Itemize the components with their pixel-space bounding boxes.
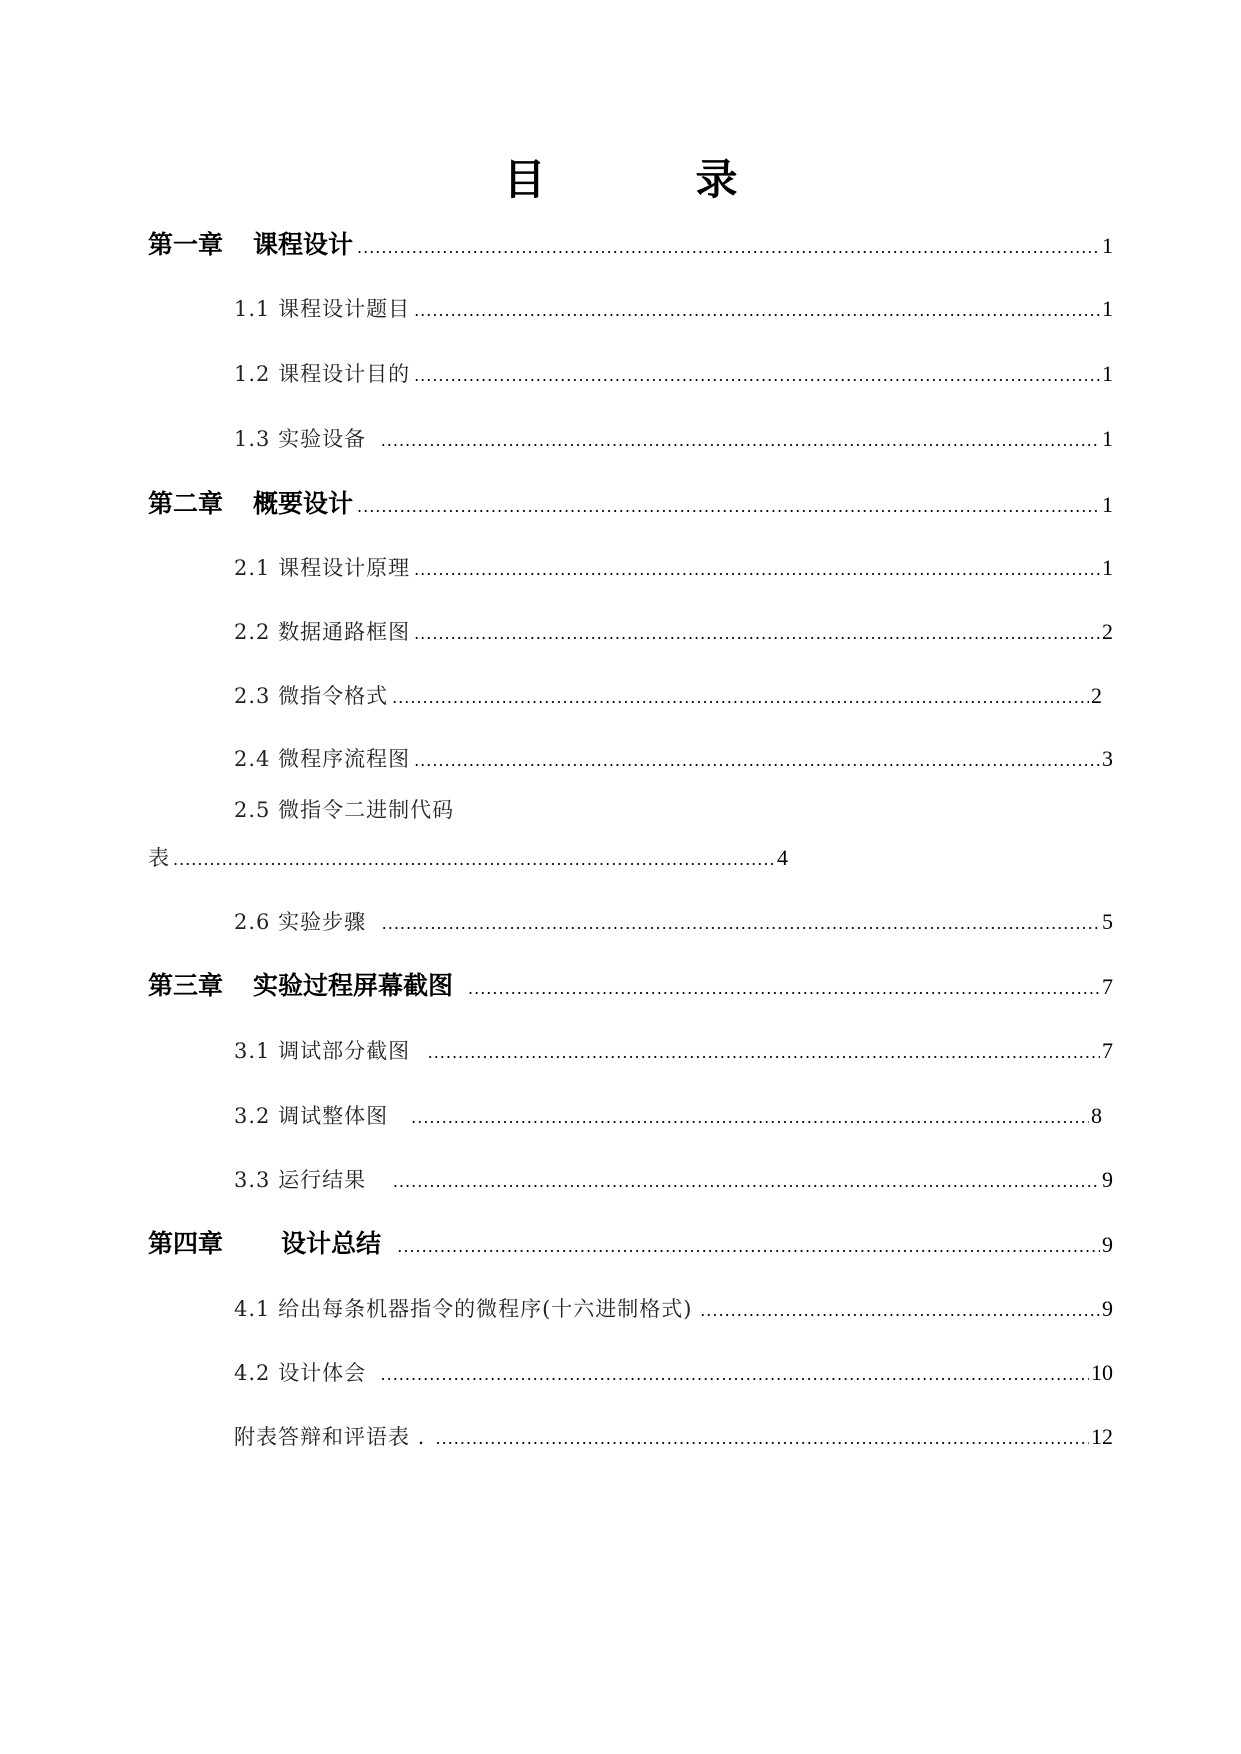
chapter-title: 概要设计 <box>253 489 354 518</box>
toc-chapter-1-label <box>148 225 353 265</box>
dot-leader <box>468 969 1100 1009</box>
toc-chapter-2[interactable] <box>148 484 1113 524</box>
section-label: 3.3 运行结果 <box>234 1168 367 1192</box>
page-number: 1 <box>1102 492 1113 517</box>
title-char-1: 目 <box>503 155 546 204</box>
section-label: 2.1 课程设计原理 <box>234 556 411 580</box>
toc-section-2-5-line1[interactable]: 2.5 微指令二进制代码 <box>234 798 455 822</box>
toc-section-2-2[interactable] <box>234 612 1113 652</box>
chapter-number: 第一章 <box>148 230 224 259</box>
page-number: 7 <box>1102 1038 1113 1063</box>
section-label: 1.1 课程设计题目 <box>234 297 411 321</box>
dot-leader <box>381 1355 1089 1395</box>
section-label: 1.2 课程设计目的 <box>234 362 411 386</box>
chapter-title: 课程设计 <box>253 230 354 259</box>
dot-leader <box>411 1098 1089 1138</box>
dot-leader <box>436 1419 1090 1459</box>
page-number: 5 <box>1102 909 1113 934</box>
toc-chapter-2-label <box>148 484 353 524</box>
section-label: 2.6 实验步骤 <box>234 910 367 934</box>
dot-leader <box>414 550 1100 590</box>
section-label: 2.4 微程序流程图 <box>234 747 411 771</box>
toc-section-2-1[interactable] <box>234 548 1113 588</box>
section-label: 附表答辩和评语表 . <box>234 1425 426 1449</box>
dot-leader <box>700 1291 1100 1331</box>
toc-section-4-1[interactable] <box>234 1289 1113 1329</box>
page-number: 10 <box>1091 1360 1113 1385</box>
page-number: 1 <box>1102 426 1113 451</box>
page-number: 9 <box>1102 1232 1113 1257</box>
page-number: 1 <box>1102 555 1113 580</box>
toc-section-4-2[interactable] <box>234 1353 1113 1393</box>
section-label: 1.3 实验设备 <box>234 427 367 451</box>
chapter-title: 实验过程屏幕截图 <box>253 971 454 1000</box>
dot-leader <box>414 291 1100 331</box>
chapter-number: 第三章 <box>148 971 224 1000</box>
section-label: 3.1 调试部分截图 <box>234 1039 411 1063</box>
toc-chapter-4[interactable] <box>148 1224 1113 1264</box>
page-number: 3 <box>1102 746 1113 771</box>
toc-chapter-4-label <box>148 1224 381 1264</box>
toc-appendix[interactable] <box>234 1417 1113 1457</box>
section-label: 2.3 微指令格式 <box>234 684 389 708</box>
page-number: 1 <box>1102 233 1113 258</box>
page-number: 9 <box>1102 1296 1113 1321</box>
section-label: 2.2 数据通路框图 <box>234 620 411 644</box>
page-number: 8 <box>1091 1103 1102 1128</box>
page-number: 1 <box>1102 361 1113 386</box>
dot-leader <box>357 228 1100 268</box>
dot-leader <box>382 904 1100 944</box>
dot-leader <box>414 741 1100 781</box>
dot-leader <box>414 356 1100 396</box>
toc-section-2-6[interactable] <box>234 902 1113 942</box>
toc-section-1-3[interactable] <box>234 419 1113 459</box>
toc-section-1-1[interactable] <box>234 289 1113 329</box>
page-title <box>0 152 1241 208</box>
toc-chapter-1[interactable] <box>148 225 1113 265</box>
page-number: 4 <box>777 845 788 870</box>
toc-chapter-3[interactable] <box>148 966 1113 1006</box>
dot-leader <box>428 1033 1100 1073</box>
dot-leader <box>397 1227 1100 1267</box>
page-number: 7 <box>1102 974 1113 999</box>
toc-section-2-3[interactable] <box>234 676 1102 716</box>
page-number: 9 <box>1102 1167 1113 1192</box>
toc-chapter-3-label <box>148 966 453 1006</box>
toc-section-1-2[interactable] <box>234 354 1113 394</box>
section-label: 3.2 调试整体图 <box>234 1104 389 1128</box>
page-number: 2 <box>1091 683 1102 708</box>
dot-leader <box>393 1162 1100 1202</box>
section-label: 4.1 给出每条机器指令的微程序(十六进制格式) <box>234 1297 693 1321</box>
page-number: 12 <box>1091 1424 1113 1449</box>
page-number: 1 <box>1102 296 1113 321</box>
section-label: 4.2 设计体会 <box>234 1361 367 1385</box>
dot-leader <box>173 840 775 880</box>
chapter-number: 第二章 <box>148 489 224 518</box>
toc-section-2-4[interactable] <box>234 739 1113 779</box>
dot-leader <box>357 487 1100 527</box>
page-number: 2 <box>1102 619 1113 644</box>
toc-section-3-3[interactable] <box>234 1160 1113 1200</box>
dot-leader <box>381 421 1100 461</box>
dot-leader <box>392 678 1089 718</box>
chapter-number: 第四章 <box>148 1229 224 1258</box>
toc-section-3-1[interactable] <box>234 1031 1113 1071</box>
toc-section-3-2[interactable] <box>234 1096 1102 1136</box>
dot-leader <box>414 614 1100 654</box>
chapter-title: 设计总结 <box>281 1229 382 1258</box>
section-label-continued: 表 <box>148 846 169 870</box>
title-char-2: 录 <box>695 155 738 204</box>
toc-section-2-5-line2[interactable] <box>148 838 788 878</box>
